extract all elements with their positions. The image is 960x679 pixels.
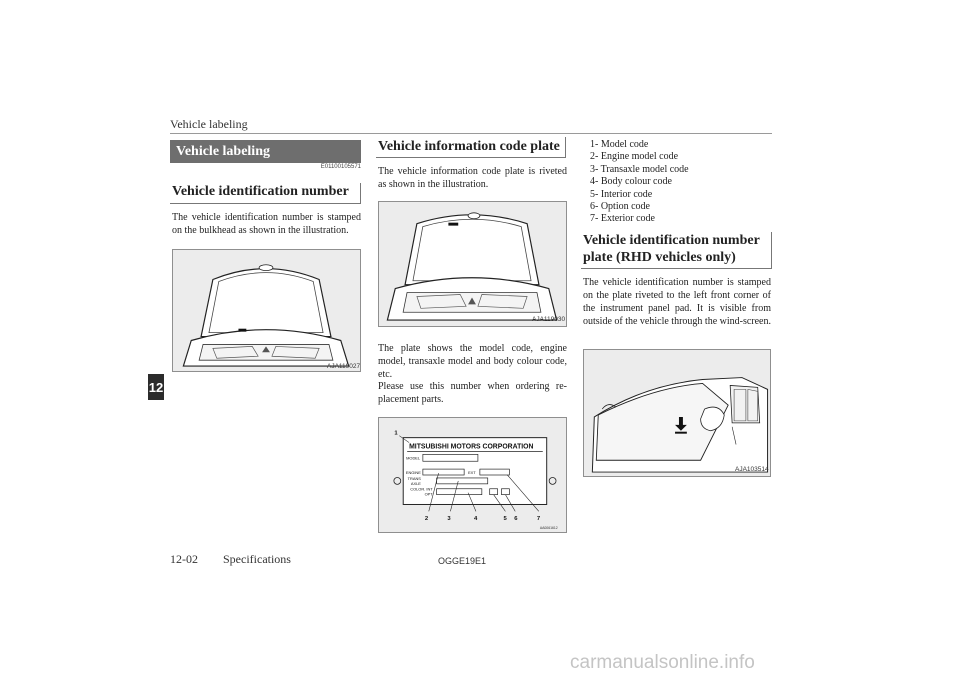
plate-callout-2: 2 [424,516,429,523]
plate-opt-label: OPT [424,491,433,497]
engine-bay-illustration [379,202,566,326]
list-item: 6- Option code [590,201,650,213]
plate-callout-7: 7 [536,516,541,523]
plate-callout-4: 4 [473,516,478,523]
list-item: 1- Model code [590,139,649,150]
section-title-line: plate (RHD vehicles only) [583,249,736,265]
plate-axle-label: AXLE [410,480,421,486]
figure-engine-bay-middle [378,201,567,327]
section-rule [376,157,565,158]
page-number: 12-02 [170,552,198,566]
section-rule-tick [771,232,772,269]
section-rule-tick [565,137,566,158]
chapter-tab: 12 [148,374,164,400]
figure-windscreen [583,349,771,477]
plate-figure-code: AA0061612 [539,526,558,531]
code-legend-list [590,139,770,226]
figure-engine-bay-left [172,249,361,372]
section-rule [581,268,771,269]
plate-ext-label: EXT [468,470,476,476]
figure-code-middle: AJA119030 [532,316,566,323]
figure-code-plate [378,417,567,533]
document-code: OGGE19E1 [438,556,487,566]
plate-callout-3: 3 [447,516,451,523]
section-title-vin-plate [583,233,773,267]
chapter-title-bar [170,140,361,163]
section-title-info-plate: Vehicle information code plate [378,139,560,154]
engine-bay-illustration [173,250,360,371]
code-plate-illustration [379,418,566,532]
figure-code-right: AJA103514 [735,466,769,473]
windscreen-illustration [584,350,770,476]
section-title-vin: Vehicle identification number [172,184,349,199]
header-divider [170,133,772,134]
list-item: 2- Engine model code [590,151,679,163]
running-header-title: Vehicle labeling [170,117,248,131]
plate-callout-6: 6 [514,516,518,523]
reference-code: E01100105571 [320,164,361,170]
list-item: 4- Body colour code [590,176,672,188]
plate-trans-label: TRANS [407,475,421,481]
list-item: 3- Transaxle model code [590,163,689,175]
plate-contents-paragraph: The plate shows the model code, engine model, transaxle model and body colour code, etc. [378,343,567,380]
plate-callout-5: 5 [503,516,507,523]
watermark: carmanualsonline.info [570,652,755,673]
figure-code-left: AJA119027 [327,363,361,370]
section-rule-tick [360,183,361,204]
info-plate-paragraph: The vehicle information code plate is riveted as shown in the illustration. [378,166,567,190]
chapter-title: Vehicle labeling [176,143,270,159]
vin-plate-paragraph: The vehicle identification number is stamped on the plate riveted to the left front corner of the instrument panel pad. It is visible from outside of the vehicle through the wind-screen. [583,277,771,327]
ordering-paragraph: Please use this number when ordering re-placement parts. [378,381,567,405]
section-rule [170,203,360,204]
plate-color-label: COLOR. INT [410,486,433,492]
plate-engine-label: ENGINE [405,470,421,476]
list-item: 5- Interior code [590,188,653,200]
vin-paragraph: The vehicle identification number is stamped on the bulkhead as shown in the illustration. [172,212,361,236]
plate-callout-1: 1 [394,430,398,437]
list-item: 7- Exterior code [590,213,655,225]
plate-model-label: MODEL [406,455,421,461]
section-title-line: Vehicle identification number [583,233,760,248]
plate-company-name: MITSUBISHI MOTORS CORPORATION [409,443,534,451]
footer-section: Specifications [223,552,291,566]
